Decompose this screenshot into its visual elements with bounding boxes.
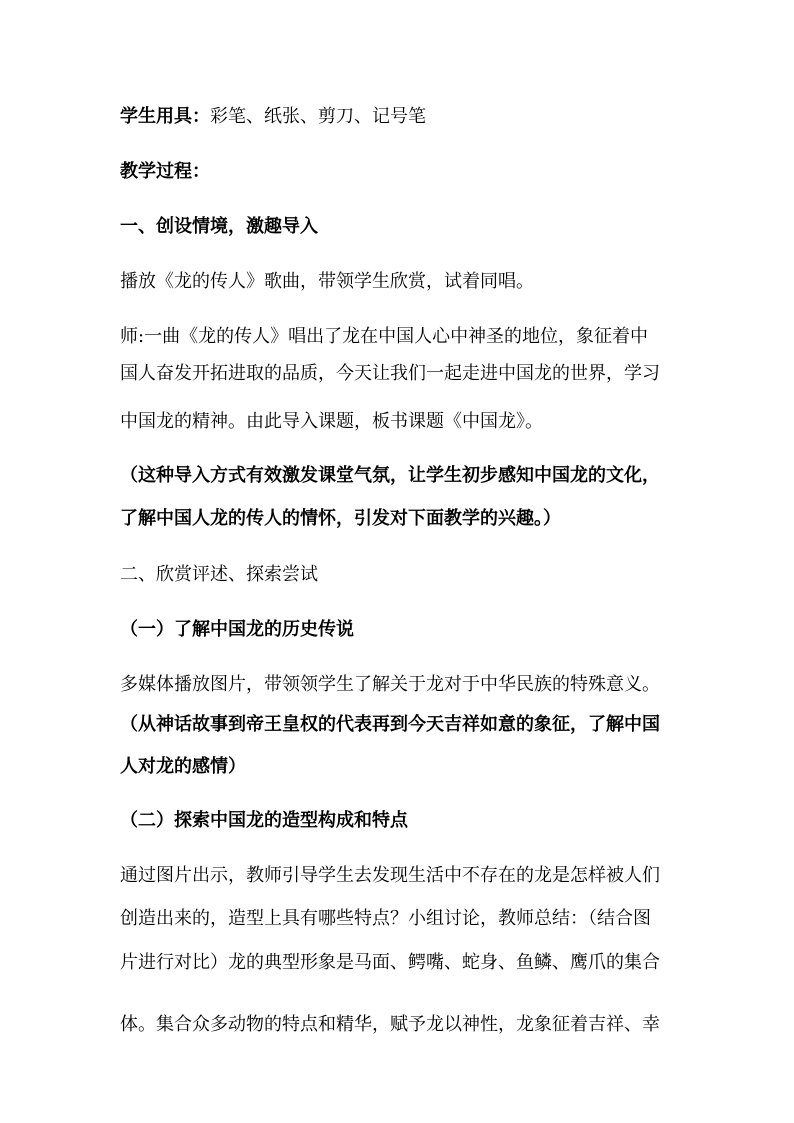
section1-paragraph-2-line-1: 师:一曲《龙的传人》唱出了龙在中国人心中神圣的地位，象征着中	[120, 326, 649, 347]
section1-note-line-2: 了解中国人龙的传人的情怀，引发对下面教学的兴趣。）	[120, 508, 561, 529]
section2-sub2-title: （二）探索中国龙的造型构成和特点	[120, 810, 408, 831]
section2-title: 二、欣赏评述、探索尝试	[120, 564, 318, 585]
section2-sub1-title: （一）了解中国龙的历史传说	[120, 619, 354, 640]
process-title: 教学过程：	[120, 161, 210, 182]
section2-sub2-line-2: 创造出来的，造型上具有哪些特点？小组讨论，教师总结：（结合图	[120, 908, 651, 929]
section1-note-line-1: （这种导入方式有效激发课堂气氛，让学生初步感知中国龙的文化，	[120, 465, 660, 486]
section2-sub1-note-line-1: （从神话故事到帝王皇权的代表再到今天吉祥如意的象征，了解中国	[120, 714, 660, 735]
section2-sub1-paragraph: 多媒体播放图片，带领领学生了解关于龙对于中华民族的特殊意义。	[120, 674, 660, 695]
tools-label: 学生用具：	[120, 106, 210, 127]
section1-paragraph-1: 播放《龙的传人》歌曲，带领学生欣赏，试着同唱。	[120, 271, 534, 292]
section2-sub2-line-4: 体。集合众多动物的特点和精华，赋予龙以神性，龙象征着吉祥、幸	[120, 1014, 660, 1035]
section2-sub2-line-1: 通过图片出示，教师引导学生去发现生活中不存在的龙是怎样被人们	[120, 865, 660, 886]
section1-paragraph-2-line-2: 国人奋发开拓进取的品质，今天让我们一起走进中国龙的世界，学习	[120, 363, 660, 384]
tools-line	[120, 104, 690, 130]
tools-value: 彩笔、纸张、剪刀、记号笔	[210, 106, 426, 127]
section1-title: 一、创设情境，激趣导入	[120, 216, 318, 237]
section2-sub2-line-3: 片进行对比）龙的典型形象是马面、鳄嘴、蛇身、鱼鳞、鹰爪的集合	[120, 952, 660, 973]
section2-sub1-note-line-2: 人对龙的感情）	[120, 756, 246, 777]
section1-paragraph-2-line-3: 中国龙的精神。由此导入课题，板书课题《中国龙》。	[120, 411, 543, 432]
